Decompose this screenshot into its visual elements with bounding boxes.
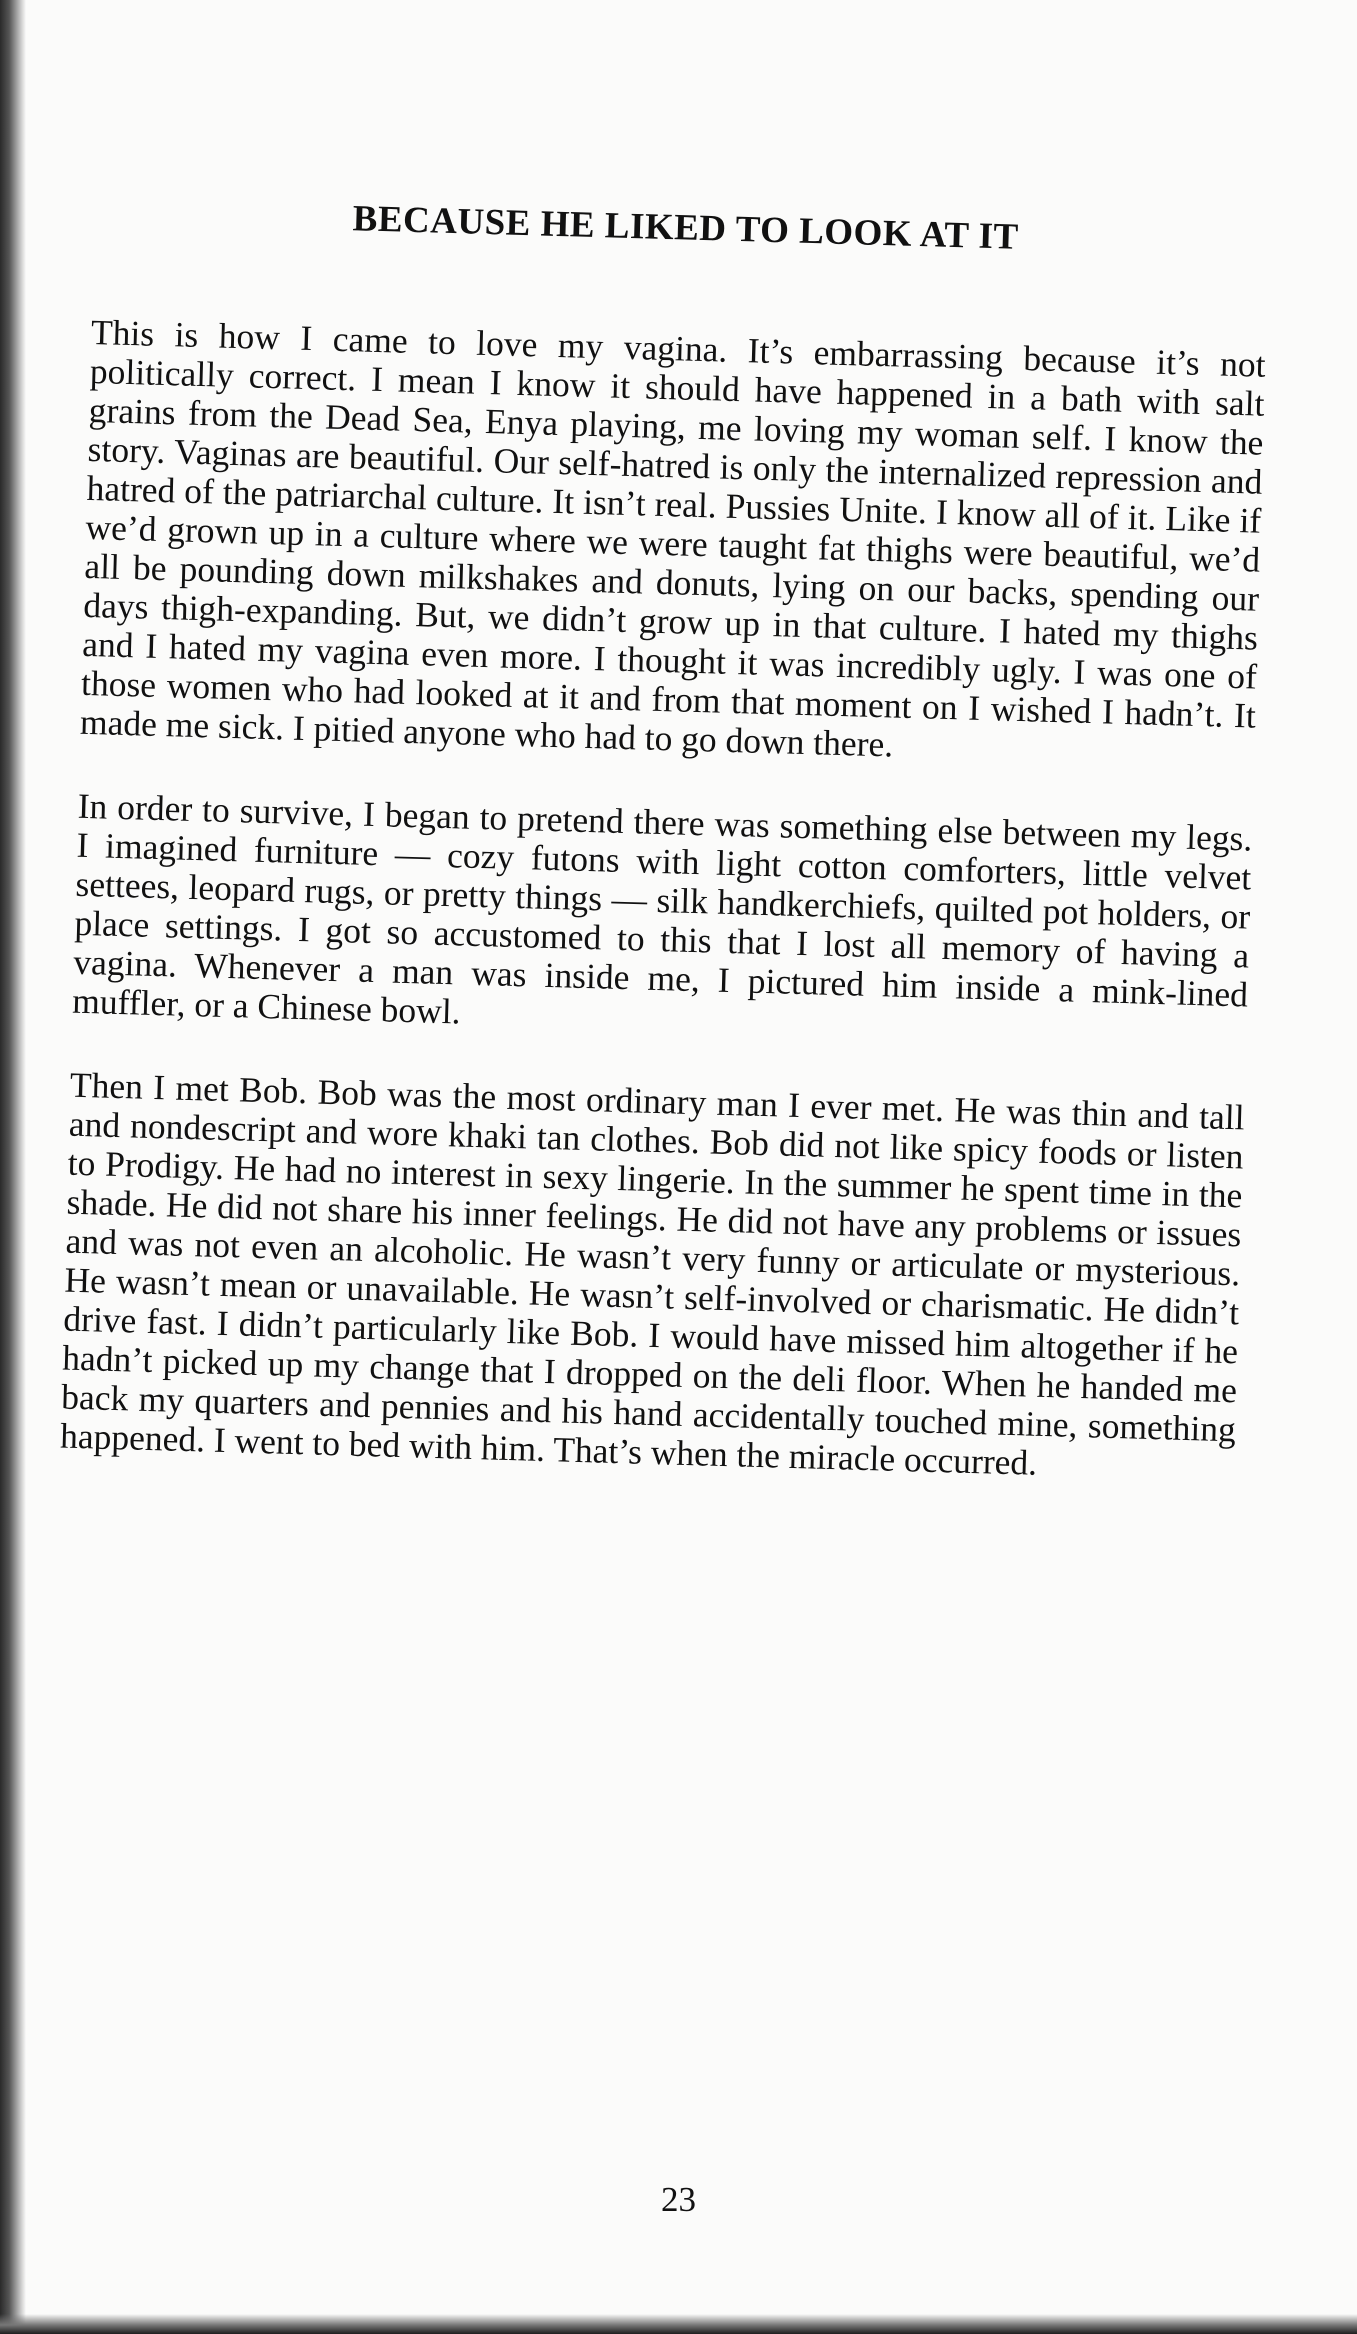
chapter-title: BECAUSE HE LIKED TO LOOK AT IT	[352, 198, 1020, 258]
page-content	[58, 190, 1269, 1533]
paragraph-3: Then I met Bob. Bob was the most ordinary man I ever met. He was thin and tall and nondescript and wore khaki tan clothes. Bob did not like spicy foods or listen to Prodigy. He had no interest in sexy lingerie. In the summer he spent time in the shade. He did not share his inner feelings. He did not have any problems or issues and was not even an alcoholic. He wasn’t very funny or articulate or mysterious. He wasn’t mean or unavailable. He wasn’t self-involved or charismatic. He didn’t drive fast. I didn’t particularly like Bob. I would have missed him altogether if he hadn’t picked up my change that I dropped on the deli floor. When he handed me back my quarters and pennies and his hand accidentally touched mine, something happened. I went to bed with him. That’s when the miracle occurred.	[59, 1064, 1246, 1483]
paragraph-2: In order to survive, I began to pretend there was something else between my legs. I imagined furniture — cozy futons with light cotton comforters, little velvet settees, leopard rugs, or pretty things — silk handkerchiefs, quilted pot holders, or place settings. I got so accustomed to this that I lost all memory of having a vagina. Whenever a man was inside me, I pictured him inside a mink-lined muffler, or a Chinese bowl.	[71, 785, 1253, 1032]
binding-shadow	[0, 0, 26, 2334]
page-bottom-edge	[0, 2314, 1357, 2334]
page-number: 23	[661, 2180, 696, 2219]
paragraph-1: This is how I came to love my vagina. It’s embarrassing because it’s not politically correct. I mean I know it should have happened in a bath with salt grains from the Dead Sea, Enya playing, me loving my woman self. I know the story. Vaginas are beautiful. Our self-hatred is only the internalized repression and hatred of the patriarchal culture. It isn’t real. Pussies Unite. I know all of it. Like if we’d grown up in a culture where we were taught fat thighs were beautiful, we’d all be pounding down milkshakes and donuts, lying on our backs, spending our days thigh-expanding. But, we didn’t grow up in that culture. I hated my thighs and I hated my vagina even more. I thought it was incredibly ugly. I was one of those women who had looked at it and from that moment on I wished I hadn’t. It made me sick. I pitied anyone who had to go down there.	[79, 311, 1267, 765]
